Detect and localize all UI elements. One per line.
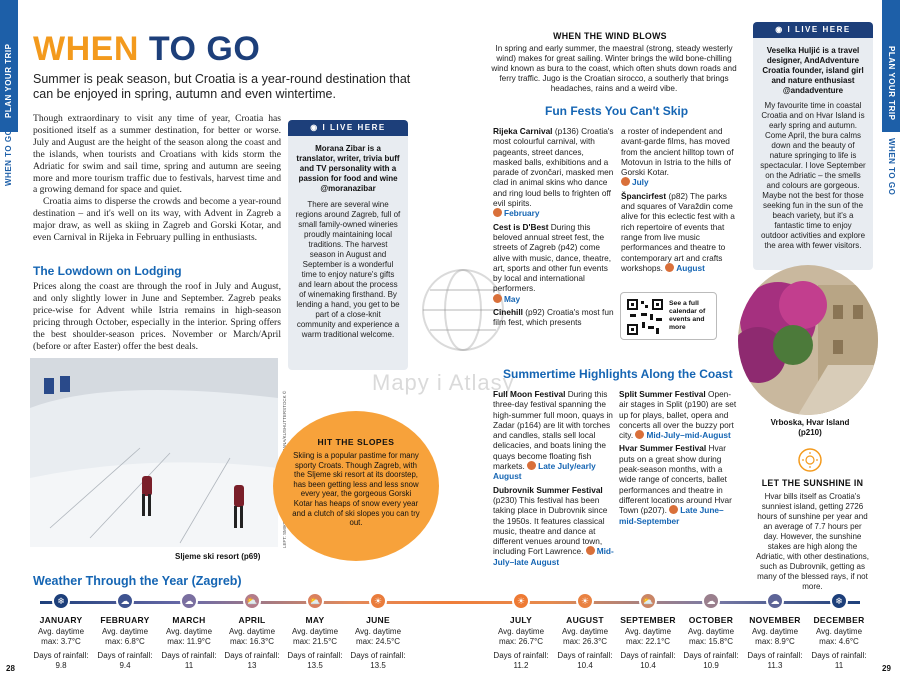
page-title: WHEN TO GO: [33, 30, 261, 68]
month-temperature: Avg. daytime max: 8.9°C: [751, 627, 799, 646]
calendar-icon: [586, 546, 595, 555]
summer-column-2: [619, 389, 739, 526]
location-pin-icon: ◉: [310, 123, 323, 132]
calendar-icon: [527, 461, 536, 470]
right-side-tab-label: PLAN YOUR TRIP: [887, 46, 896, 121]
weather-title: Weather Through the Year (Zagreb): [33, 574, 242, 588]
sunshine-heading: LET THE SUNSHINE IN: [761, 478, 864, 488]
festival-cest: Cest is D'Best During this beloved annual street fest, the streets of Zagreb (p42) come alive with music, dance, theatre, art, sports and other fun events by local and international performers. May: [493, 221, 612, 304]
month-february: [88, 592, 162, 671]
calendar-icon: [665, 263, 674, 272]
calendar-icon: [493, 294, 502, 303]
month-name: FEBRUARY: [100, 615, 150, 625]
qr-code-icon: [626, 298, 664, 336]
month-temperature: Avg. daytime max: 22.1°C: [624, 627, 672, 646]
month-december: [802, 592, 876, 671]
page-number-left: 28: [6, 664, 15, 673]
month-name: JULY: [509, 615, 533, 625]
calendar-icon: [621, 177, 630, 186]
ski-resort-photo: [30, 358, 278, 547]
live-here-header: ◉ I LIVE HERE: [753, 22, 873, 38]
month-rainfall: Days of rainfall: 11.3: [747, 651, 803, 670]
festival-dubrovnik: Dubrovnik Summer Festival (p230) This festival has been taking place in Dubrovnik since the 1950s. It features classical music, theatre and dance at different venues around town, including Fort Lawrence. Mid-July–late August: [493, 484, 614, 567]
summer-column-1: [493, 389, 615, 567]
month-january: [24, 592, 98, 671]
live-here-bio: Morana Zibar is a translator, writer, trivia buff and TV personality with a passion for food and wine @moranazibar: [296, 144, 400, 193]
wind-text: In spring and early summer, the maestral (strong, steady westerly wind) makes for great sailing. Winter brings the wild bone-chilling wind known as bura to the coast, which often shuts down roads and ferry traffic. Jugo is the Croatian sirocco, a southerly that brings headaches, rains and a weird vibe.: [491, 44, 737, 93]
intro-text: [33, 113, 281, 244]
month-rainfall: Days of rainfall: 13: [224, 651, 280, 670]
month-name: JANUARY: [39, 615, 83, 625]
month-temperature: Avg. daytime max: 16.3°C: [228, 627, 276, 646]
month-temperature: Avg. daytime max: 15.8°C: [687, 627, 735, 646]
live-here-text: My favourite time in coastal Croatia and on Hvar Island is early spring and autumn. Come April, the bura calms down and the beauty of nature springing to life is spectacular. I love September on the Adriatic – the smells and colours are gorgeous. Maybe not the best for those seeking fun in the sun of the beach variety, but it's a fantastic time to enjoy outdoor activities and explore the area with fewer visitors.: [760, 101, 866, 250]
festival-full-moon: Full Moon Festival During this three-day festival spanning the high-summer full moon, quays in Zadar (p164) are lit with torches and candles, stalls sell local delicacies, and boats lining the quays become floating fish markets. Late July/early August: [493, 389, 613, 482]
festival-split: Split Summer Festival Open-air stages in Split (p190) are set up for plays, ballet, opera and concerts all over the buzzy port city. Mid-July–mid-August: [619, 389, 737, 441]
sun-icon: [798, 448, 822, 472]
sun-icon: ☀: [369, 592, 387, 610]
summer-heading: Summertime Highlights Along the Coast: [503, 367, 733, 381]
sun-icon: ☀: [512, 592, 530, 610]
month-july: [484, 592, 558, 671]
month-temperature: Avg. daytime max: 4.6°C: [815, 627, 863, 646]
month-name: APRIL: [238, 615, 266, 625]
month-rainfall: Days of rainfall: 11: [811, 651, 867, 670]
month-rainfall: Days of rainfall: 10.4: [620, 651, 676, 670]
live-here-box-right: [753, 22, 873, 270]
live-here-header: ◉ I LIVE HERE: [288, 120, 408, 136]
sun-cloud-icon: ⛅: [306, 592, 324, 610]
month-name: OCTOBER: [688, 615, 734, 625]
month-temperature: Avg. daytime max: 3.7°C: [37, 627, 85, 646]
month-june: [341, 592, 415, 671]
month-name: NOVEMBER: [749, 615, 801, 625]
month-rainfall: Days of rainfall: 11.2: [493, 651, 549, 670]
qr-text: See a full calendar of events and more: [669, 300, 706, 331]
festival-cinehill-cont: a roster of independent and avant-garde films, has moved from the ancient hilltop town of Motovun in Istria to the hills of Gorski Kotar. July: [621, 126, 734, 188]
cloud-icon: ☁: [702, 592, 720, 610]
watermark: Mapy i Atlasy: [372, 370, 515, 395]
festival-spancirfest: Špancirfest (p82) The parks and squares of Varaždin come alive for this eclectic fest with a rich repertoire of events that range from live music performances and theatre to contemporary art and crafts workshops. August: [621, 190, 735, 273]
snowflake-icon: ❄: [52, 592, 70, 610]
month-temperature: Avg. daytime max: 21.5°C: [291, 627, 339, 646]
calendar-icon: [669, 505, 678, 514]
intro-paragraph-2: Croatia aims to disperse the crowds and become a year-round destination – and it's well on its way, with Advent in Zagreb a major draw, as well as skiing in Zagreb and Gorski Kotar, and even Carnival in Rijeka in February pulling in enthusiasts.: [33, 196, 281, 244]
left-side-tab-label: PLAN YOUR TRIP: [4, 43, 13, 118]
sun-cloud-icon: ⛅: [243, 592, 261, 610]
month-rainfall: Days of rainfall: 9.8: [33, 651, 89, 670]
month-temperature: Avg. daytime max: 26.3°C: [561, 627, 609, 646]
month-rainfall: Days of rainfall: 13.5: [287, 651, 343, 670]
calendar-icon: [493, 208, 502, 217]
month-rainfall: Days of rainfall: 10.4: [557, 651, 613, 670]
fests-heading: Fun Fests You Can't Skip: [545, 104, 689, 118]
slopes-text: Skiing is a popular pastime for many sporty Croats. Though Zagreb, with the Sljeme ski resort at its doorstep, has been getting less and less snow every year, the gorgeous Gorski Kotar has heaps of snow every year and a clutch of ski slopes you can try out.: [292, 451, 420, 528]
month-rainfall: Days of rainfall: 10.9: [683, 651, 739, 670]
lodging-text: Prices along the coast are through the roof in July and August, and only slightly lower in June and September. Zagreb peaks price-wise for Advent while Istria remains in high-season pricing through October, especially in the interior. Spring offers the best shoulder-season prices. November or March/April (before or after Easter) offer the best deals.: [33, 281, 281, 352]
intro-paragraph-1: Though extraordinary to visit any time of year, Croatia has positioned itself as a summer destination, for better or worse. July and August are the height of the season along the coast and the islands, when tourists and Croatians with kids storm the Adriatic for swim and sail time, spring and autumn are seeing more and more tourism traffic due to festivals, harvest time and a growing demand for space and quiet.: [33, 113, 281, 196]
festival-rijeka: Rijeka Carnival (p136) Croatia's most colourful carnival, with pageants, street dances, masked balls, exhibitions and a parade of zvončari, masked men clad in animal skins who dance and ring loud bells to frighten off evil spirits. February: [493, 126, 614, 219]
month-name: SEPTEMBER: [620, 615, 676, 625]
hvar-photo: [738, 265, 878, 415]
festival-hvar: Hvar Summer Festival Hvar puts on a great show during peak-season months, with a wide range of concerts, ballet performances and theatre in different locations around Hvar Town (p207). Late June–mid-September: [619, 443, 732, 526]
right-section-label: WHEN TO GO: [887, 138, 896, 196]
month-name: MARCH: [172, 615, 206, 625]
page-number-right: 29: [882, 664, 891, 673]
left-section-label: WHEN TO GO: [4, 128, 13, 186]
month-temperature: Avg. daytime max: 24.5°C: [354, 627, 402, 646]
slopes-heading: HIT THE SLOPES: [317, 437, 395, 447]
sun-icon: ☀: [576, 592, 594, 610]
month-name: DECEMBER: [813, 615, 865, 625]
lodging-heading: The Lowdown on Lodging: [33, 264, 182, 278]
month-rainfall: Days of rainfall: 11: [161, 651, 217, 670]
ski-photo-caption: Sljeme ski resort (p69): [175, 552, 261, 561]
month-october: [674, 592, 748, 671]
month-name: JUNE: [366, 615, 390, 625]
location-pin-icon: ◉: [775, 25, 788, 34]
sunshine-text: Hvar bills itself as Croatia's sunniest island, getting 2726 hours of sunshine per year and an average of 7.7 hours per day. However, the sunshine stakes are high along the Adriatic, with other destinations, such as Dubrovnik, getting as many of the blessed rays, if not more.: [756, 492, 869, 591]
sun-cloud-icon: ⛅: [639, 592, 657, 610]
live-here-box-left: [288, 120, 408, 370]
month-temperature: Avg. daytime max: 6.8°C: [101, 627, 149, 646]
hit-the-slopes-circle: [273, 411, 439, 561]
cloud-icon: ☁: [116, 592, 134, 610]
qr-code-box[interactable]: [620, 292, 717, 340]
month-rainfall: Days of rainfall: 9.4: [97, 651, 153, 670]
live-here-text: There are several wine regions around Zagreb, full of small family-owned wineries proudly maintaining local traditions. The harvest season in August and September is a wonderful time to enjoy nature's gifts and learn about the process of winemaking firsthand. By lending a hand, you get to be part of a close-knit community and experience a warm traditional welcome.: [295, 200, 401, 339]
live-here-bio: Veselka Huljić is a travel designer, AndAdventure Croatia founder, island girl and nature enthusiast @andadventure: [762, 46, 864, 95]
month-temperature: Avg. daytime max: 26.7°C: [497, 627, 545, 646]
page-subtitle: Summer is peak season, but Croatia is a year-round destination that can be enjoyed in spring, autumn and even wintertime.: [33, 72, 411, 101]
cloud-icon: ☁: [180, 592, 198, 610]
calendar-icon: [635, 430, 644, 439]
month-name: MAY: [305, 615, 325, 625]
month-temperature: Avg. daytime max: 11.9°C: [165, 627, 213, 646]
month-november: [738, 592, 812, 671]
wind-heading: WHEN THE WIND BLOWS: [553, 31, 667, 41]
month-rainfall: Days of rainfall: 13.5: [350, 651, 406, 670]
snowflake-icon: ❄: [830, 592, 848, 610]
month-name: AUGUST: [566, 615, 604, 625]
fests-column-2: [621, 126, 739, 273]
festival-cinehill: Cinehill (p92) Croatia's most fun film fest, which presents: [493, 307, 614, 328]
fests-column-1: [493, 126, 615, 328]
cloud-icon: ☁: [766, 592, 784, 610]
hvar-photo-caption: Vrboska, Hvar Island (p210): [770, 418, 850, 437]
